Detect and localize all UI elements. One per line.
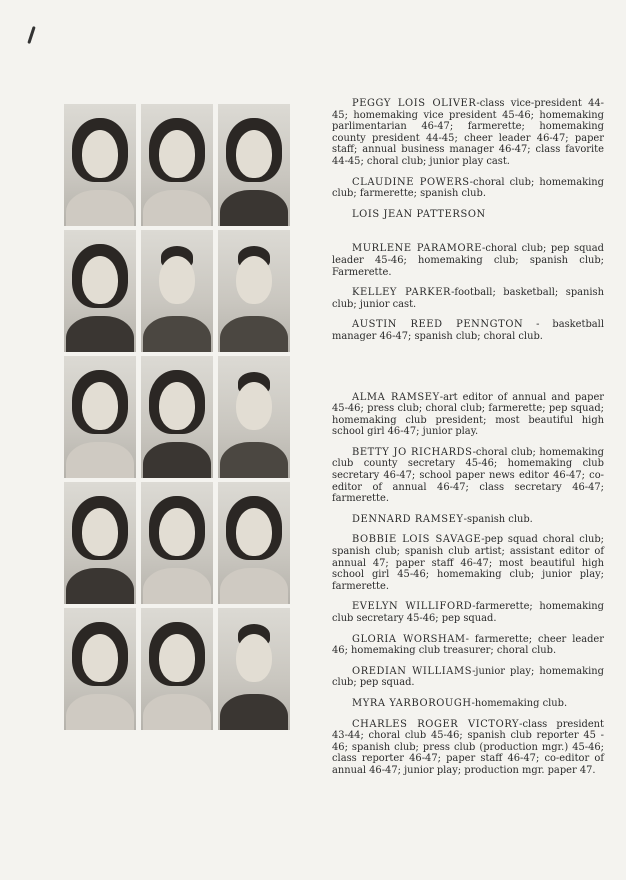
student-name: MYRA YARBOROUGH (352, 697, 472, 709)
student-entry (332, 634, 604, 657)
portrait-photo (218, 356, 290, 478)
student-name: BOBBIE LOIS SAVAGE (352, 534, 482, 546)
student-name: BETTY JO RICHARDS (352, 446, 473, 458)
portrait-photo (64, 230, 136, 352)
student-entry (332, 698, 604, 710)
student-name: CLAUDINE POWERS (352, 176, 470, 188)
portrait-photo (141, 608, 213, 730)
student-entry (332, 666, 604, 689)
student-entry (332, 209, 604, 221)
portrait-photo (64, 482, 136, 604)
ink-mark (27, 26, 35, 44)
student-name: PEGGY LOIS OLIVER (352, 98, 477, 109)
portrait-photo (141, 104, 213, 226)
student-activities: -homemaking club. (471, 697, 568, 709)
student-activities: -art editor of annual and paper 45-46; press club; choral club; farmerette; pep squad; homemaking club president; most beautiful high school girl 46-47; junior play. (332, 391, 605, 438)
student-activities: -class president 43-44; choral club 45-46; spanish club reporter 45 - 46; spanish club; press club (production mgr.) 45-46; class reporter 46-47; paper staff 46-47; co-editor of annual 46-47; junior play; production mgr. paper 47. (332, 718, 604, 776)
student-entry (332, 534, 604, 592)
portrait-photo (64, 104, 136, 226)
student-name: EVELYN WILLIFORD (352, 601, 473, 613)
student-entry (332, 287, 604, 310)
portrait-photo (64, 356, 136, 478)
portrait-grid (64, 104, 294, 744)
portrait-photo (141, 356, 213, 478)
student-entries (332, 98, 604, 786)
student-activities: - farmerette; cheer leader 46; homemaking club treasurer; choral club. (332, 633, 604, 657)
student-entry (332, 447, 604, 505)
student-name: CHARLES ROGER VICTORY (352, 718, 520, 730)
student-activities: -football; basketball; spanish club; junior cast. (332, 287, 604, 310)
student-activities: -choral club; homemaking club; farmerette; spanish club. (332, 176, 604, 200)
student-entry (332, 98, 604, 168)
student-name: DENNARD RAMSEY (352, 513, 464, 525)
student-activities: -farmerette; homemaking club secretary 45-46; pep squad. (332, 601, 604, 624)
student-entry (332, 177, 604, 200)
student-activities: -choral club; pep squad leader 45-46; homemaking club; spanish club; Farmerette. (332, 243, 605, 278)
student-entry (332, 392, 604, 438)
student-entry (332, 601, 604, 624)
student-activities: -class vice-president 44-45; homemaking vice president 45-46; homemaking parlimentarian 46-47; farmerette; homemaking county president 44-45; cheer leader 46-47; paper staff; annual business manager 46-47; class favorite 44-45; choral club; junior play cast. (332, 98, 604, 167)
student-activities: -choral club; homemaking club county secretary 45-46; homemaking club secretary 46-47; school paper news editor 46-47; co-editor of annual 46-47; class secretary 46-47; farmerette. (332, 446, 604, 505)
student-name: AUSTIN REED PENNGTON (352, 319, 524, 331)
student-activities: -junior play; homemaking club; pep squad. (332, 665, 604, 689)
student-entry (332, 719, 604, 777)
portrait-photo (141, 230, 213, 352)
portrait-photo (141, 482, 213, 604)
student-entry (332, 319, 604, 342)
portrait-photo (218, 482, 290, 604)
portrait-photo (64, 608, 136, 730)
student-name: LOIS JEAN PATTERSON (352, 208, 486, 220)
portrait-photo (218, 608, 290, 730)
portrait-photo (218, 104, 290, 226)
student-activities: - basketball manager 46-47; spanish club; choral club. (332, 319, 604, 342)
student-activities: -spanish club. (463, 513, 533, 525)
student-entry (332, 514, 604, 526)
student-name: OREDIAN WILLIAMS (352, 665, 473, 677)
student-name: ALMA RAMSEY (352, 391, 440, 403)
student-name: MURLENE PARAMORE (352, 243, 483, 255)
student-activities: -pep squad choral club; spanish club; spanish club artist; assistant editor of annual 47; paper staff 46-47; most beautiful high school girl 45-46; homemaking club; junior play; farmerette. (332, 534, 604, 592)
student-name: GLORIA WORSHAM (352, 633, 466, 645)
student-entry (332, 243, 604, 278)
portrait-photo (218, 230, 290, 352)
student-name: KELLEY PARKER (352, 287, 452, 299)
